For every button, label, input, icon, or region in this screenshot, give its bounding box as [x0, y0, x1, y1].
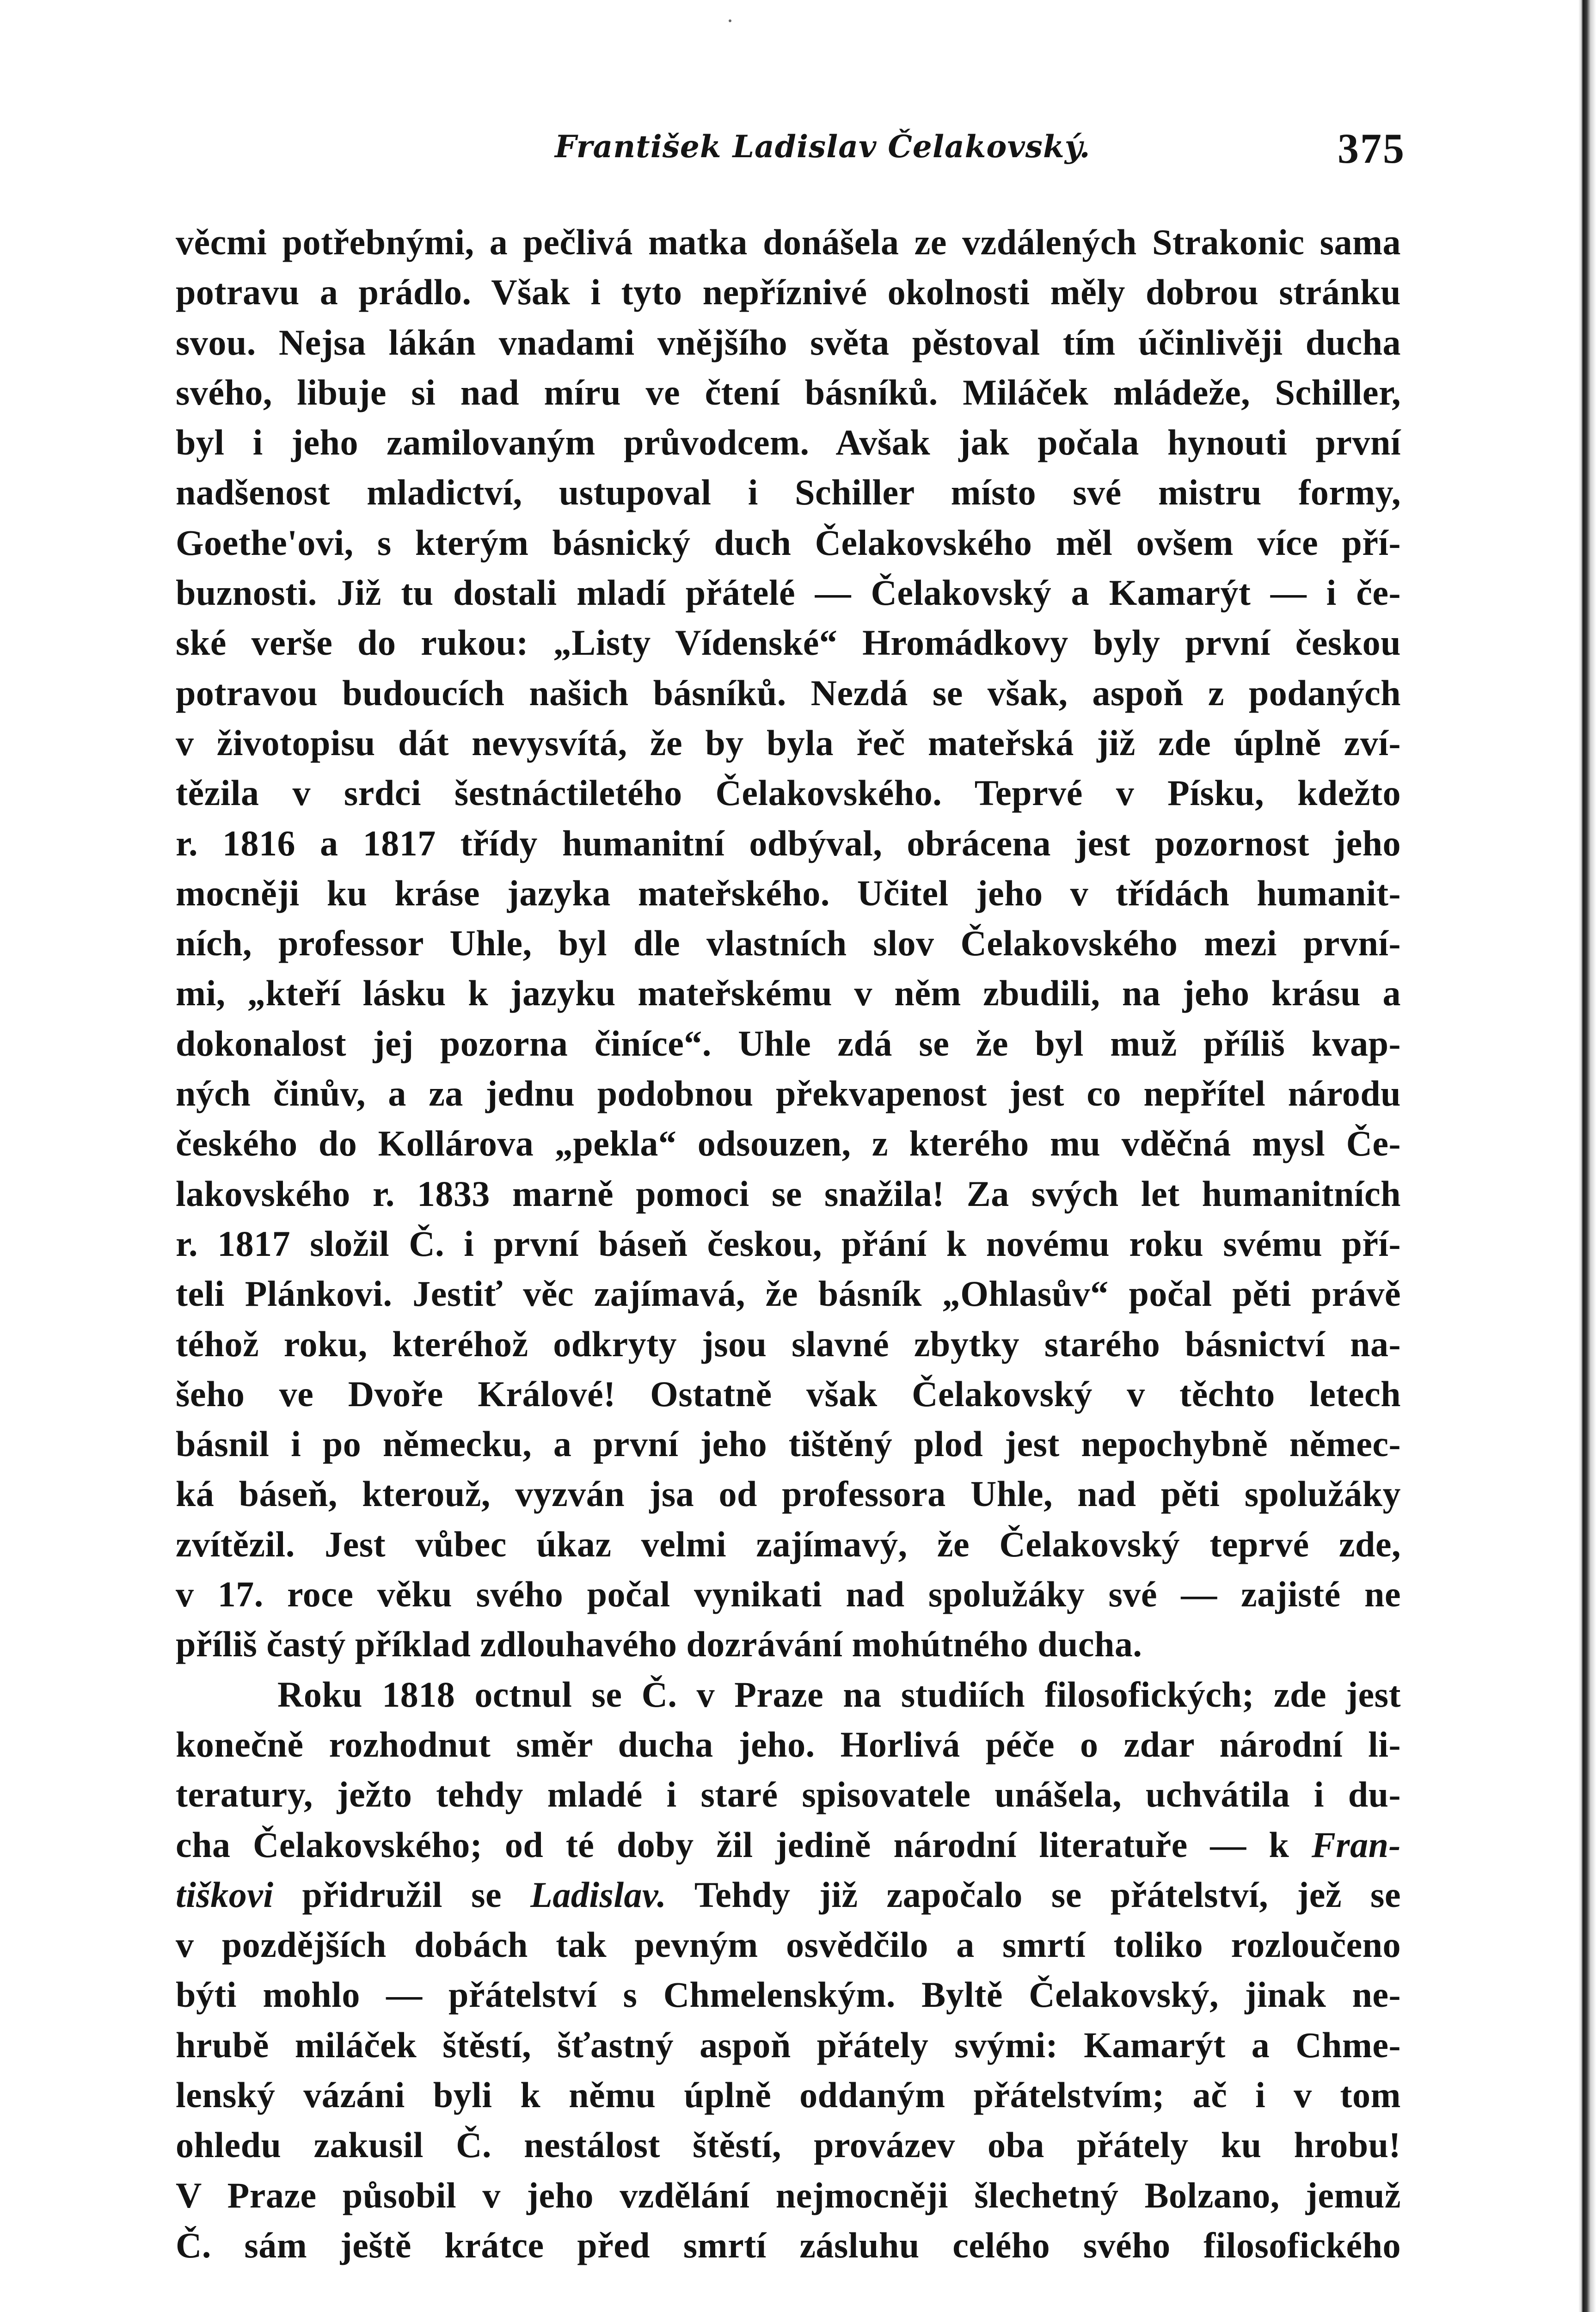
- text-line: lenský vázáni byli k němu úplně oddaným přátelstvím; ač i v tom: [176, 2074, 1401, 2115]
- text-line: téhož roku, kteréhož odkryty jsou slavné zbytky starého básnictví na-: [176, 1323, 1401, 1364]
- text-line: potravu a prádlo. Však i tyto nepříznivé okolnosti měly dobrou stránku: [176, 272, 1401, 313]
- text-segment: cha Čelakovského; od té doby žil jedině národní literatuře — k: [176, 1824, 1312, 1865]
- text-segment: Tehdy již započalo se přátelství, jež se: [666, 1874, 1401, 1915]
- text-line: r. 1816 a 1817 třídy humanitní odbýval, obrácena jest pozornost jeho: [176, 823, 1401, 863]
- text-line: českého do Kollárova „pekla“ odsouzen, z kterého mu vděčná mysl Če-: [176, 1123, 1401, 1164]
- text-line: příliš častý příklad zdlouhavého dozrávání mohútného ducha.: [176, 1624, 1142, 1665]
- text-line: teli Plánkovi. Jestiť věc zajímavá, že básník „Ohlasův“ počal pěti právě: [176, 1273, 1401, 1314]
- text-line: [176, 1870, 1401, 1920]
- italic-name-tiskovi: tiškovi: [176, 1874, 274, 1915]
- text-line: teratury, ježto tehdy mladé i staré spisovatele unášela, uchvátila i du-: [176, 1774, 1401, 1815]
- scanned-page-edge: [1578, 0, 1596, 2312]
- text-line: [176, 1820, 1401, 1870]
- text-line: dokonalost jej pozorna činíce“. Uhle zdá se že byl muž příliš kvap-: [176, 1023, 1401, 1064]
- text-line: býti mohlo — přátelství s Chmelenským. Byltě Čelakovský, jinak ne-: [176, 1974, 1401, 2015]
- italic-name-ladislav: Ladislav.: [530, 1874, 667, 1915]
- page-number: 375: [1338, 125, 1406, 172]
- text-line: nadšenost mladictví, ustupoval i Schiller místo své mistru formy,: [176, 472, 1401, 513]
- body-text: [176, 217, 1401, 2270]
- page-header: [176, 124, 1406, 179]
- text-line: mocněji ku kráse jazyka mateřského. Učitel jeho v třídách humanit-: [176, 873, 1401, 913]
- text-line: šeho ve Dvoře Králové! Ostatně však Čelakovský v těchto letech: [176, 1373, 1401, 1414]
- text-line: ské verše do rukou: „Listy Vídenské“ Hromádkovy byly první českou: [176, 622, 1401, 663]
- text-line: konečně rozhodnut směr ducha jeho. Horlivá péče o zdar národní li-: [176, 1724, 1401, 1765]
- text-line: lakovského r. 1833 marně pomoci se snažila! Za svých let humanitních: [176, 1173, 1401, 1214]
- text-line: mi, „kteří lásku k jazyku mateřskému v něm zbudili, na jeho krásu a: [176, 973, 1401, 1014]
- text-line: v 17. roce věku svého počal vynikati nad spolužáky své — zajisté ne: [176, 1574, 1401, 1615]
- text-line: Roku 1818 octnul se Č. v Praze na studiích filosofických; zde jest: [277, 1674, 1401, 1715]
- text-line: básnil i po německu, a první jeho tištěný plod jest nepochybně němec-: [176, 1424, 1401, 1464]
- running-title: František Ladislav Čelakovský.: [555, 129, 1091, 165]
- text-line: r. 1817 složil Č. i první báseň českou, přání k novému roku svému pří-: [176, 1223, 1401, 1264]
- text-line: byl i jeho zamilovaným průvodcem. Avšak jak počala hynouti první: [176, 422, 1401, 463]
- scan-speck: [729, 19, 731, 22]
- text-line: Goethe'ovi, s kterým básnický duch Čelakovského měl ovšem více pří-: [176, 522, 1401, 563]
- text-line: tězila v srdci šestnáctiletého Čelakovského. Teprvé v Písku, kdežto: [176, 773, 1401, 813]
- text-line: hrubě miláček štěstí, šťastný aspoň přátely svými: Kamarýt a Chme-: [176, 2024, 1401, 2065]
- text-line: v pozdějších dobách tak pevným osvědčilo a smrtí toliko rozloučeno: [176, 1925, 1401, 1965]
- text-line: buznosti. Již tu dostali mladí přátelé — Čelakovský a Kamarýt — i če-: [176, 572, 1401, 613]
- text-line: potravou budoucích našich básníků. Nezdá se však, aspoň z podaných: [176, 672, 1401, 713]
- text-line: ká báseň, kterouž, vyzván jsa od professora Uhle, nad pěti spolužáky: [176, 1474, 1401, 1514]
- text-line: ohledu zakusil Č. nestálost štěstí, provázev oba přátely ku hrobu!: [176, 2125, 1401, 2165]
- text-line: Č. sám ještě krátce před smrtí zásluhu celého svého filosofického: [176, 2225, 1401, 2265]
- text-line: V Praze působil v jeho vzdělání nejmocněji šlechetný Bolzano, jemuž: [176, 2175, 1401, 2215]
- text-line: ních, professor Uhle, byl dle vlastních slov Čelakovského mezi první-: [176, 923, 1401, 964]
- text-segment: přidružil se: [273, 1874, 531, 1915]
- text-line: svého, libuje si nad míru ve čtení básníků. Miláček mládeže, Schiller,: [176, 372, 1401, 412]
- text-line: svou. Nejsa lákán vnadami vnějšího světa pěstoval tím účinlivěji ducha: [176, 322, 1401, 363]
- text-line: zvítězil. Jest vůbec úkaz velmi zajímavý, že Čelakovský teprvé zde,: [176, 1524, 1401, 1564]
- text-line: v životopisu dát nevysvítá, že by byla řeč mateřská již zde úplně zví-: [176, 722, 1401, 763]
- italic-name-franti: Fran-: [1311, 1824, 1401, 1865]
- text-line: ných činův, a za jednu podobnou překvapenost jest co nepřítel národu: [176, 1073, 1401, 1114]
- text-line: věcmi potřebnými, a pečlivá matka donášela ze vzdálených Strakonic sama: [176, 222, 1401, 262]
